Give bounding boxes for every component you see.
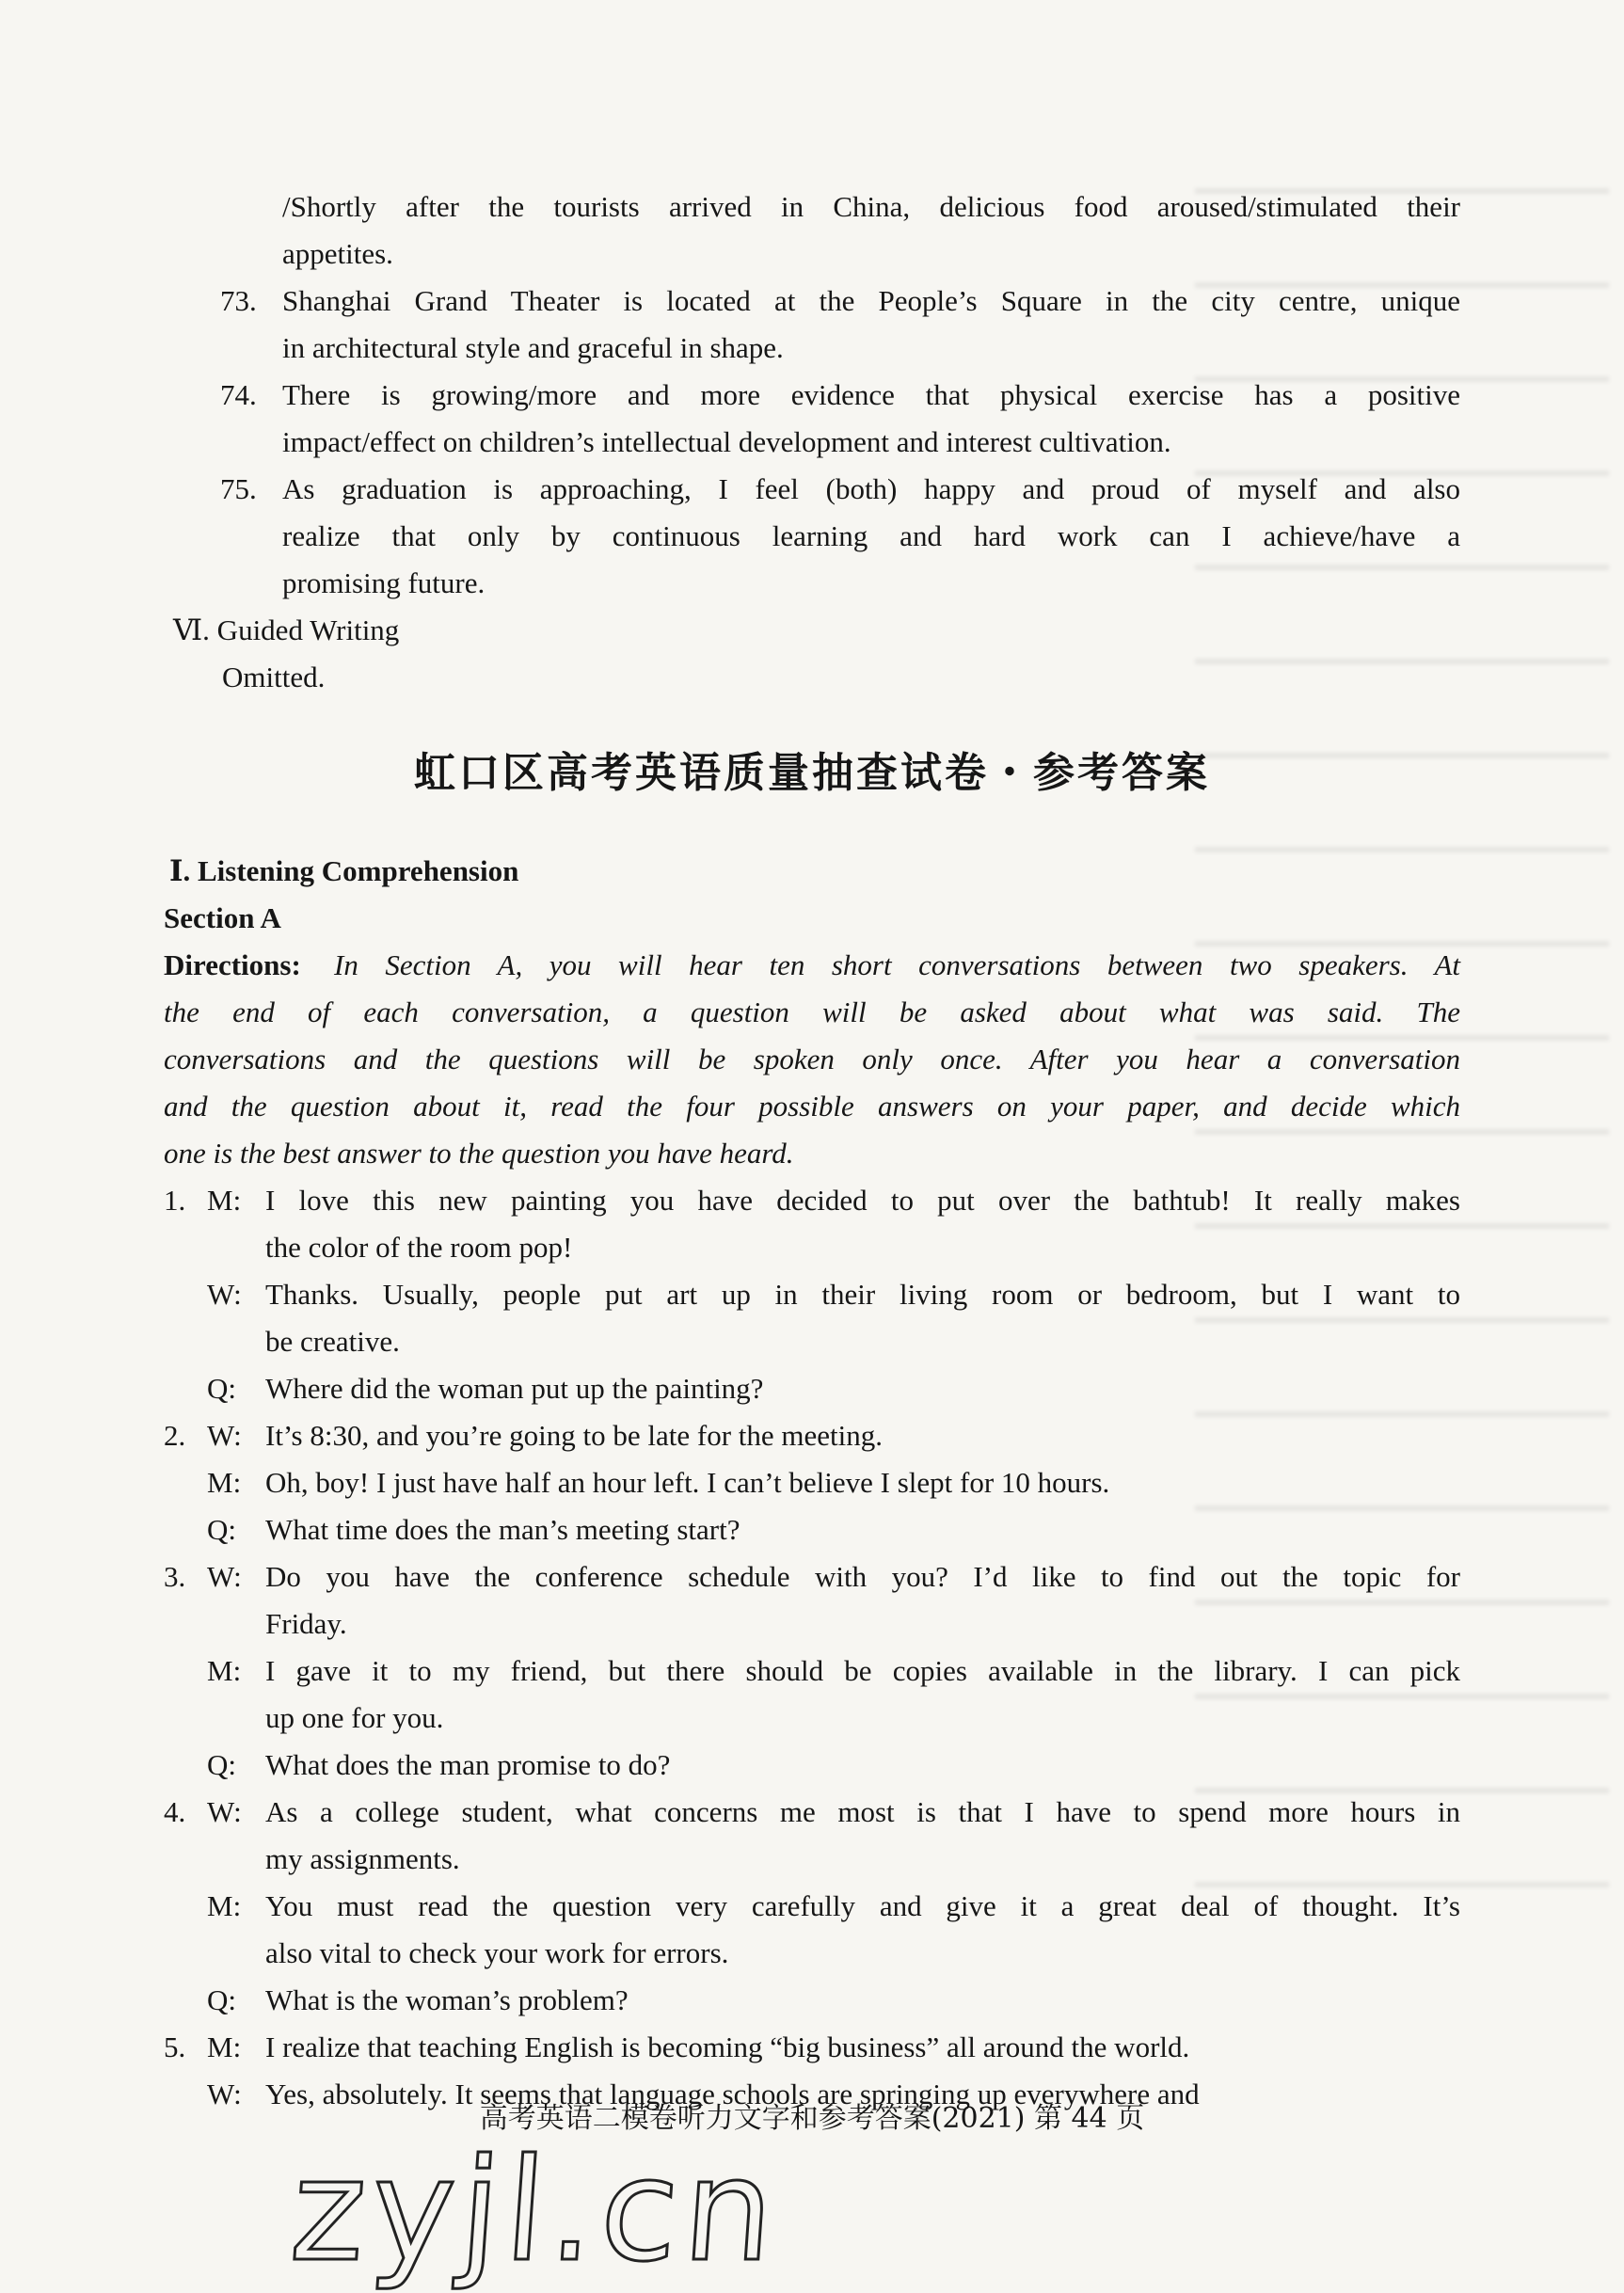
dialogue-line: Oh, boy! I just have half an hour left. I can’t believe I slept for 10 hours. — [265, 1466, 1110, 1499]
answer-line: in architectural style and graceful in shape. — [282, 331, 784, 364]
answer-number: 73. — [220, 284, 257, 317]
section-body: Omitted. — [222, 661, 326, 693]
speaker-label: Q: — [207, 1748, 236, 1781]
directions-line: conversations and the questions will be spoken only once. After you hear a conversation — [164, 1043, 1460, 1075]
speaker-label: W: — [207, 2078, 242, 2110]
dialogue-line: up one for you. — [265, 1701, 444, 1734]
dialogue-line: I love this new painting you have decided to put over the bathtub! It really makes — [265, 1184, 1460, 1217]
dialogue-line: Thanks. Usually, people put art up in their living room or bedroom, but I want to — [265, 1278, 1460, 1311]
dialogue-line: Do you have the conference schedule with you? I’d like to find out the topic for — [265, 1560, 1460, 1593]
question-number: 2. — [164, 1419, 186, 1452]
dialogue-line: What is the woman’s problem? — [265, 1983, 629, 2016]
dialogue-line: Yes, absolutely. It seems that language schools are springing up everywhere and — [265, 2078, 1200, 2110]
speaker-label: W: — [207, 1419, 242, 1452]
answer-line: As graduation is approaching, I feel (both) happy and proud of myself and also — [282, 472, 1460, 505]
answer-line: Shanghai Grand Theater is located at the People’s Square in the city centre, unique — [282, 284, 1460, 317]
dialogue-line: the color of the room pop! — [265, 1231, 573, 1264]
speaker-label: M: — [207, 2030, 242, 2063]
directions-line: In Section A, you will hear ten short conversations between two speakers. At — [334, 948, 1460, 981]
dialogue-line: What time does the man’s meeting start? — [265, 1513, 740, 1546]
dialogue-line: What does the man promise to do? — [265, 1748, 671, 1781]
directions-line: the end of each conversation, a question will be asked about what was said. The — [164, 995, 1460, 1028]
question-number: 1. — [164, 1184, 186, 1217]
question-number: 3. — [164, 1560, 186, 1593]
page-footer: 高考英语二模卷听力文字和参考答案(2021) 第 44 页 — [479, 2102, 1145, 2135]
watermark-logo: zyjl.cn — [285, 2129, 786, 2293]
speaker-label: W: — [207, 1278, 242, 1311]
speaker-label: M: — [207, 1466, 242, 1499]
speaker-label: W: — [207, 1795, 242, 1828]
dialogue-line: It’s 8:30, and you’re going to be late for the meeting. — [265, 1419, 883, 1452]
dialogue-line: You must read the question very carefully and give it a great deal of thought. It’s — [265, 1889, 1460, 1922]
directions-line: and the question about it, read the four possible answers on your paper, and decide which — [164, 1090, 1460, 1123]
speaker-label: M: — [207, 1184, 242, 1217]
directions-line: one is the best answer to the question you have heard. — [164, 1137, 794, 1170]
answer-number: 74. — [220, 378, 257, 411]
speaker-label: M: — [207, 1889, 242, 1922]
dialogue-line: also vital to check your work for errors. — [265, 1936, 729, 1969]
carry-over-line: /Shortly after the tourists arrived in China, delicious food aroused/stimulated their — [282, 190, 1460, 223]
answer-line: impact/effect on children’s intellectual development and interest cultivation. — [282, 425, 1171, 458]
dialogue-line: Where did the woman put up the painting? — [265, 1372, 764, 1405]
dialogue-line: I gave it to my friend, but there should be copies available in the library. I can pick — [265, 1654, 1460, 1687]
answer-line: promising future. — [282, 566, 486, 599]
carry-over-line: appetites. — [282, 237, 393, 270]
section-label: Section A — [164, 901, 281, 934]
answer-line: There is growing/more and more evidence that physical exercise has a positive — [282, 378, 1460, 411]
answer-number: 75. — [220, 472, 257, 505]
speaker-label: M: — [207, 1654, 242, 1687]
speaker-label: Q: — [207, 1983, 236, 2016]
dialogue-line: Friday. — [265, 1607, 347, 1640]
speaker-label: W: — [207, 1560, 242, 1593]
part-heading: Ⅰ. Listening Comprehension — [169, 854, 519, 887]
dialogue-line: my assignments. — [265, 1842, 460, 1875]
section-heading: Ⅵ. Guided Writing — [173, 613, 400, 646]
question-number: 4. — [164, 1795, 186, 1828]
answer-line: realize that only by continuous learning and hard work can I achieve/have a — [282, 519, 1460, 552]
directions-label: Directions: — [164, 948, 301, 981]
speaker-label: Q: — [207, 1372, 236, 1405]
dialogue-line: be creative. — [265, 1325, 400, 1358]
speaker-label: Q: — [207, 1513, 236, 1546]
page-title: 虹口区高考英语质量抽查试卷・参考答案 — [414, 749, 1210, 797]
dialogue-line: I realize that teaching English is becoming “big business” all around the world. — [265, 2030, 1190, 2063]
dialogue-line: As a college student, what concerns me most is that I have to spend more hours in — [265, 1795, 1460, 1828]
question-number: 5. — [164, 2030, 186, 2063]
